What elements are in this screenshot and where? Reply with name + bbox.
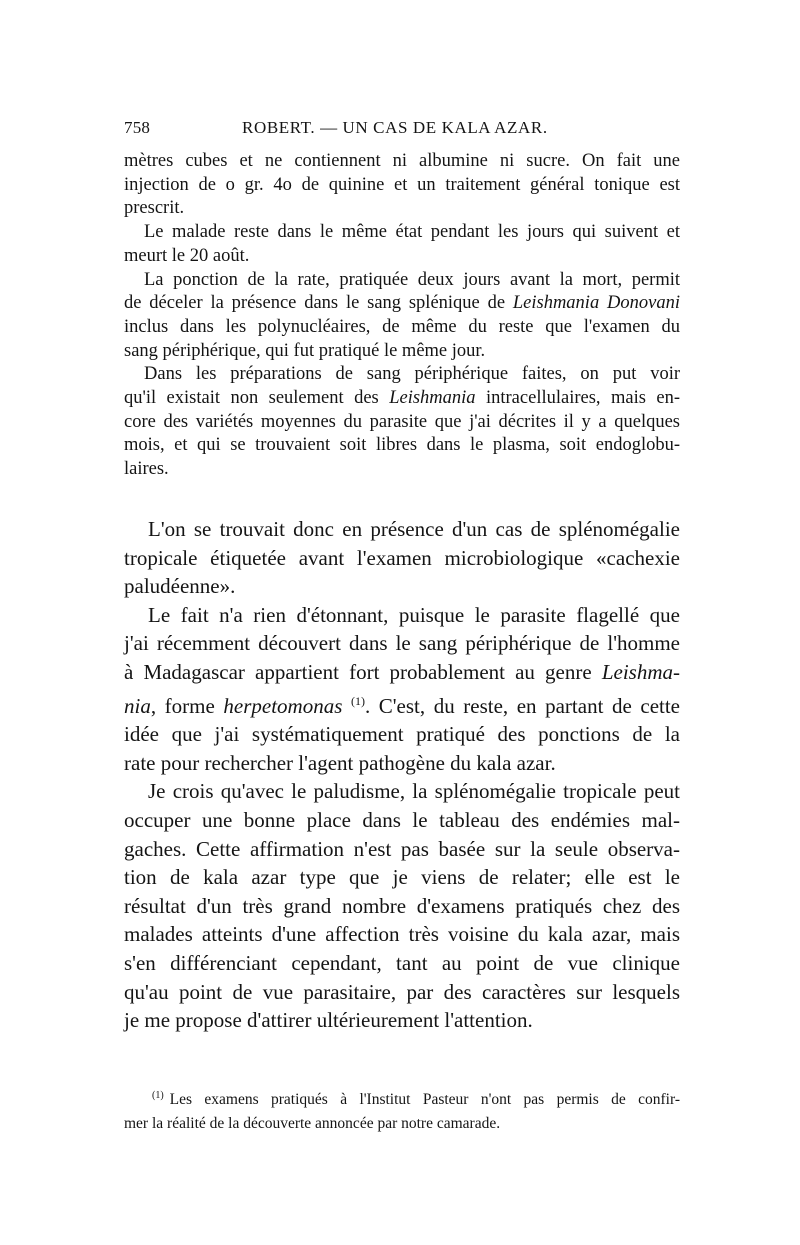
text-line: injection de o gr. 4o de quinine et un traitement général tonique est xyxy=(124,174,680,195)
text-line: à Madagascar appartient fort probablement au genre Leishma- xyxy=(124,659,680,684)
footnote-reference: (1) xyxy=(350,693,365,708)
text-line: qu'il existait non seulement des Leishmania intracellulaires, mais en- xyxy=(124,388,680,409)
text-line: qu'au point de vue parasitaire, par des caractères sur lesquels xyxy=(124,979,680,1004)
text-line: gaches. Cette affirmation n'est pas basée sur la seule observa- xyxy=(124,836,680,861)
discussion-section xyxy=(124,515,680,1035)
text-line: core des variétés moyennes du parasite que j'ai décrites il y a quelques xyxy=(124,411,680,432)
text-line: s'en différenciant cependant, tant au point de vue clinique xyxy=(124,950,680,975)
text-line: laires. xyxy=(124,459,169,480)
text-line: Le fait n'a rien d'étonnant, puisque le parasite flagellé que xyxy=(148,602,680,627)
footnote-line: $^{(1)}$ Les examens pratiqués à l'Institut Pasteur n'ont pas permis de confir- xyxy=(152,1090,680,1108)
text-line: mètres cubes et ne contiennent ni albumine ni sucre. On fait une xyxy=(124,151,680,171)
footnote xyxy=(124,1084,680,1136)
text-line: tropicale étiquetée avant l'examen microbiologique «cachexie xyxy=(124,545,680,570)
text-line: résultat d'un très grand nombre d'examens pratiqués chez des xyxy=(124,893,680,918)
text-line: paludéenne». xyxy=(124,574,236,599)
text-line: meurt le 20 août. xyxy=(124,245,250,266)
text-line: La ponction de la rate, pratiquée deux jours avant la mort, permit xyxy=(144,269,680,290)
text-line: de déceler la présence dans le sang splénique de Leishmania Donovani xyxy=(124,293,680,314)
text-line: tion de kala azar type que je viens de relater; elle est le xyxy=(124,865,680,890)
species-name: Leishmania xyxy=(389,388,476,409)
text-line: prescrit. xyxy=(124,198,185,219)
text-line: L'on se trouvait donc en présence d'un cas de splénomégalie xyxy=(148,517,680,541)
text-line: nia, forme herpetomonas $^{(1)}$. C'est, du reste, en partant de cette xyxy=(124,693,680,718)
footnote-line: mer la réalité de la découverte annoncée par notre camarade. xyxy=(124,1115,501,1132)
running-title: ROBERT. — UN CAS DE KALA AZAR. xyxy=(242,118,548,137)
text-line: Je crois qu'avec le paludisme, la splénomégalie tropicale peut xyxy=(148,779,680,804)
text-line: Dans les préparations de sang périphérique faites, on put voir xyxy=(144,364,680,385)
text-line: j'ai récemment découvert dans le sang périphérique de l'homme xyxy=(124,631,680,656)
page-header xyxy=(124,118,680,144)
page-number: 758 xyxy=(124,118,151,137)
text-line: malades atteints d'une affection très voisine du kala azar, mais xyxy=(124,922,680,947)
genus-name: Leishma- xyxy=(601,659,680,684)
text-line: inclus dans les polynucléaires, de même du reste que l'examen du xyxy=(124,316,680,337)
text-line: occuper une bonne place dans le tableau des endémies mal- xyxy=(124,807,680,832)
text-line: Le malade reste dans le même état pendant les jours qui suivent et xyxy=(144,222,680,243)
text-line: je me propose d'attirer ultérieurement l'attention. xyxy=(124,1008,533,1033)
footnote-marker: (1) xyxy=(152,1090,164,1101)
text-line: mois, et qui se trouvaient soit libres dans le plasma, soit endoglobu- xyxy=(124,435,680,456)
case-report-section xyxy=(124,150,680,482)
genus-name: nia xyxy=(124,693,151,718)
form-name: herpetomonas xyxy=(223,693,343,718)
species-name: Leishmania Donovani xyxy=(512,293,680,314)
text-line: rate pour rechercher l'agent pathogène du kala azar. xyxy=(124,750,556,775)
text-line: sang périphérique, qui fut pratiqué le même jour. xyxy=(124,340,486,361)
text-line: idée que j'ai systématiquement pratiqué des ponctions de la xyxy=(124,722,680,747)
